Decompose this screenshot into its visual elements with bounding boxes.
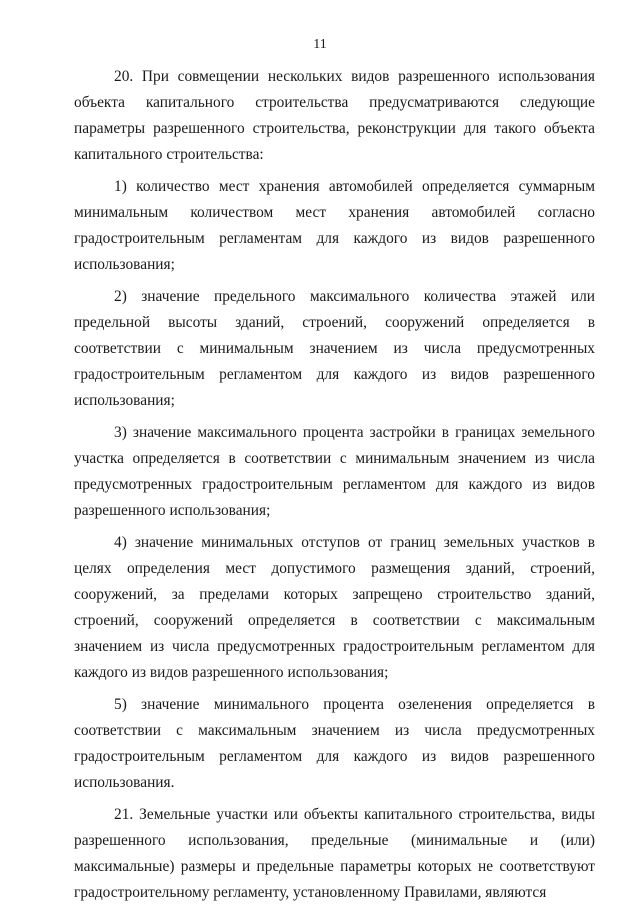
list-item-1: 1) количество мест хранения автомобилей определяется суммарным минимальным количеством мест хранения автомобилей согласно градостроительным регламентам для каждого из видов разрешенного использования; (74, 178, 595, 273)
paragraph-20-intro: 20. При совмещении нескольких видов разрешенного использования объекта капитального строительства предусматриваются следующие параметры разрешенного строительства, реконструкции для такого объекта капитального строительства: (74, 68, 595, 163)
document-body (74, 64, 595, 912)
list-item-3: 3) значение максимального процента застройки в границах земельного участка определяется в соответствии с минимальным значением из числа предусмотренных градостроительным регламентом для каждого из видов разрешенного использования; (74, 424, 595, 519)
page-number: 11 (313, 37, 327, 52)
paragraph-21: 21. Земельные участки или объекты капитального строительства, виды разрешенного использования, предельные (минимальные и (или) максимальные) размеры и предельные параметры которых не соответствуют градостроительному регламенту, установленному Правилами, являются (74, 806, 595, 901)
list-item-4: 4) значение минимальных отступов от границ земельных участков в целях определения мест допустимого размещения зданий, строений, сооружений, за пределами которых запрещено строительство зданий, строений, сооружений определяется в соответствии с максимальным значением из числа предусмотренных градостроительным регламентом для каждого из видов разрешенного использования; (74, 534, 595, 681)
list-item-2: 2) значение предельного максимального количества этажей или предельной высоты зданий, строений, сооружений определяется в соответствии с минимальным значением из числа предусмотренных градостроительным регламентом для каждого из видов разрешенного использования; (74, 288, 595, 409)
list-item-5: 5) значение минимального процента озеленения определяется в соответствии с максимальным значением из числа предусмотренных градостроительным регламентом для каждого из видов разрешенного использования. (74, 696, 595, 791)
